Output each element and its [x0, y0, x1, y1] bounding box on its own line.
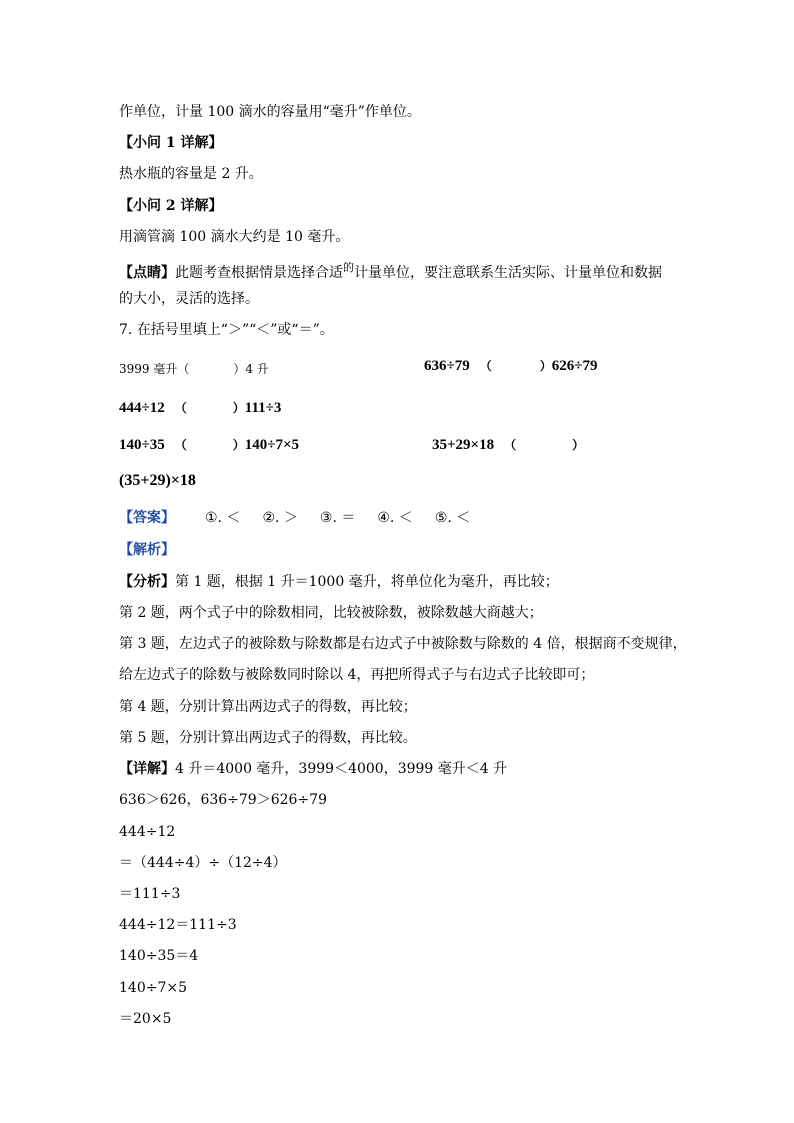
answer-item: ⑤. ＜ [434, 510, 471, 526]
detail-line: 444÷12＝111÷3 [119, 917, 237, 933]
problem-3: 444÷12 （ ）111÷3 [119, 400, 282, 416]
problem-4-right: 140÷7×5 [244, 437, 300, 453]
section-heading: 【小问 2 详解】 [119, 198, 223, 214]
problem-3-left: 444÷12 [119, 400, 165, 416]
analysis-line: 给左边式子的除数与被除数同时除以 4，再把所得式子与右边式子比较即可； [119, 667, 595, 683]
analysis-heading: 【分析】 [119, 574, 175, 590]
problem-5-left: 35+29×18 [432, 437, 495, 453]
detail-heading: 【详解】 [119, 761, 175, 777]
answer-item: ①. ＜ [205, 510, 241, 526]
problem-1 [119, 359, 269, 379]
detail-line: 【详解】4 升＝4000 毫升，3999＜4000，3999 毫升＜4 升 [119, 761, 508, 777]
text-line: 的大小，灵活的选择。 [119, 291, 259, 307]
point-paragraph [119, 258, 662, 283]
detail-line: 444÷12 [119, 824, 176, 840]
point-text: 计量单位，要注意联系生活实际、计量单位和数据 [354, 265, 662, 281]
problem-1-right: ）4 升 [233, 362, 269, 376]
answer-label: 【答案】 [119, 510, 175, 526]
detail-line: 140÷7×5 [119, 980, 187, 996]
point-sup: 的 [343, 261, 354, 274]
problem-2-right: 626÷79 [551, 358, 598, 374]
point-text: 此题考查根据情景选择合适 [175, 265, 343, 281]
problem-1-left: 3999 毫升（ [119, 362, 190, 376]
problem-2-left: 636÷79 [424, 358, 470, 374]
analysis-line: 第 4 题，分别计算出两边式子的得数，再比较； [119, 699, 417, 715]
answer-item: ②. ＞ [262, 510, 298, 526]
analysis-line: 第 5 题，分别计算出两边式子的得数，再比较。 [119, 730, 417, 746]
problem-2: 636÷79 （ ）626÷79 [424, 358, 598, 374]
problem-5-right: (35+29)×18 [119, 472, 196, 489]
detail-line: ＝（444÷4）÷（12÷4） [119, 855, 287, 871]
answer-item: ④. ＜ [377, 510, 413, 526]
analysis-line: 第 3 题，左边式子的被除数与除数都是右边式子中被除数与除数的 4 倍，根据商不变规律， [119, 636, 687, 652]
question-7: 7. 在括号里填上“＞”“＜”或“＝”。 [119, 322, 334, 338]
detail-line: 140÷35＝4 [119, 948, 199, 964]
detail-line: 636＞626，636÷79＞626÷79 [119, 792, 327, 808]
answer-line [119, 508, 492, 528]
section-heading: 【小问 1 详解】 [119, 135, 223, 151]
problem-4: 140÷35 （ ）140÷7×5 [119, 437, 300, 453]
answer-item: ③. ＝ [319, 510, 356, 526]
problem-4-left: 140÷35 [119, 437, 165, 453]
text-line: 用滴管滴 100 滴水大约是 10 毫升。 [119, 229, 350, 245]
text-line: 热水瓶的容量是 2 升。 [119, 166, 263, 182]
problem-3-right: 111÷3 [244, 400, 282, 416]
detail-line: ＝20×5 [119, 1011, 172, 1027]
analysis-label: 【解析】 [119, 542, 175, 558]
text-line: 作单位，计量 100 滴水的容量用“毫升”作单位。 [119, 104, 421, 120]
analysis-line: 第 2 题，两个式子中的除数相同，比较被除数，被除数越大商越大； [119, 605, 543, 621]
point-heading: 【点睛】 [119, 265, 175, 281]
problem-5: 35+29×18 （ ） [432, 437, 585, 453]
detail-line: ＝111÷3 [119, 886, 181, 902]
analysis-line: 【分析】第 1 题，根据 1 升＝1000 毫升，将单位化为毫升，再比较； [119, 574, 559, 590]
